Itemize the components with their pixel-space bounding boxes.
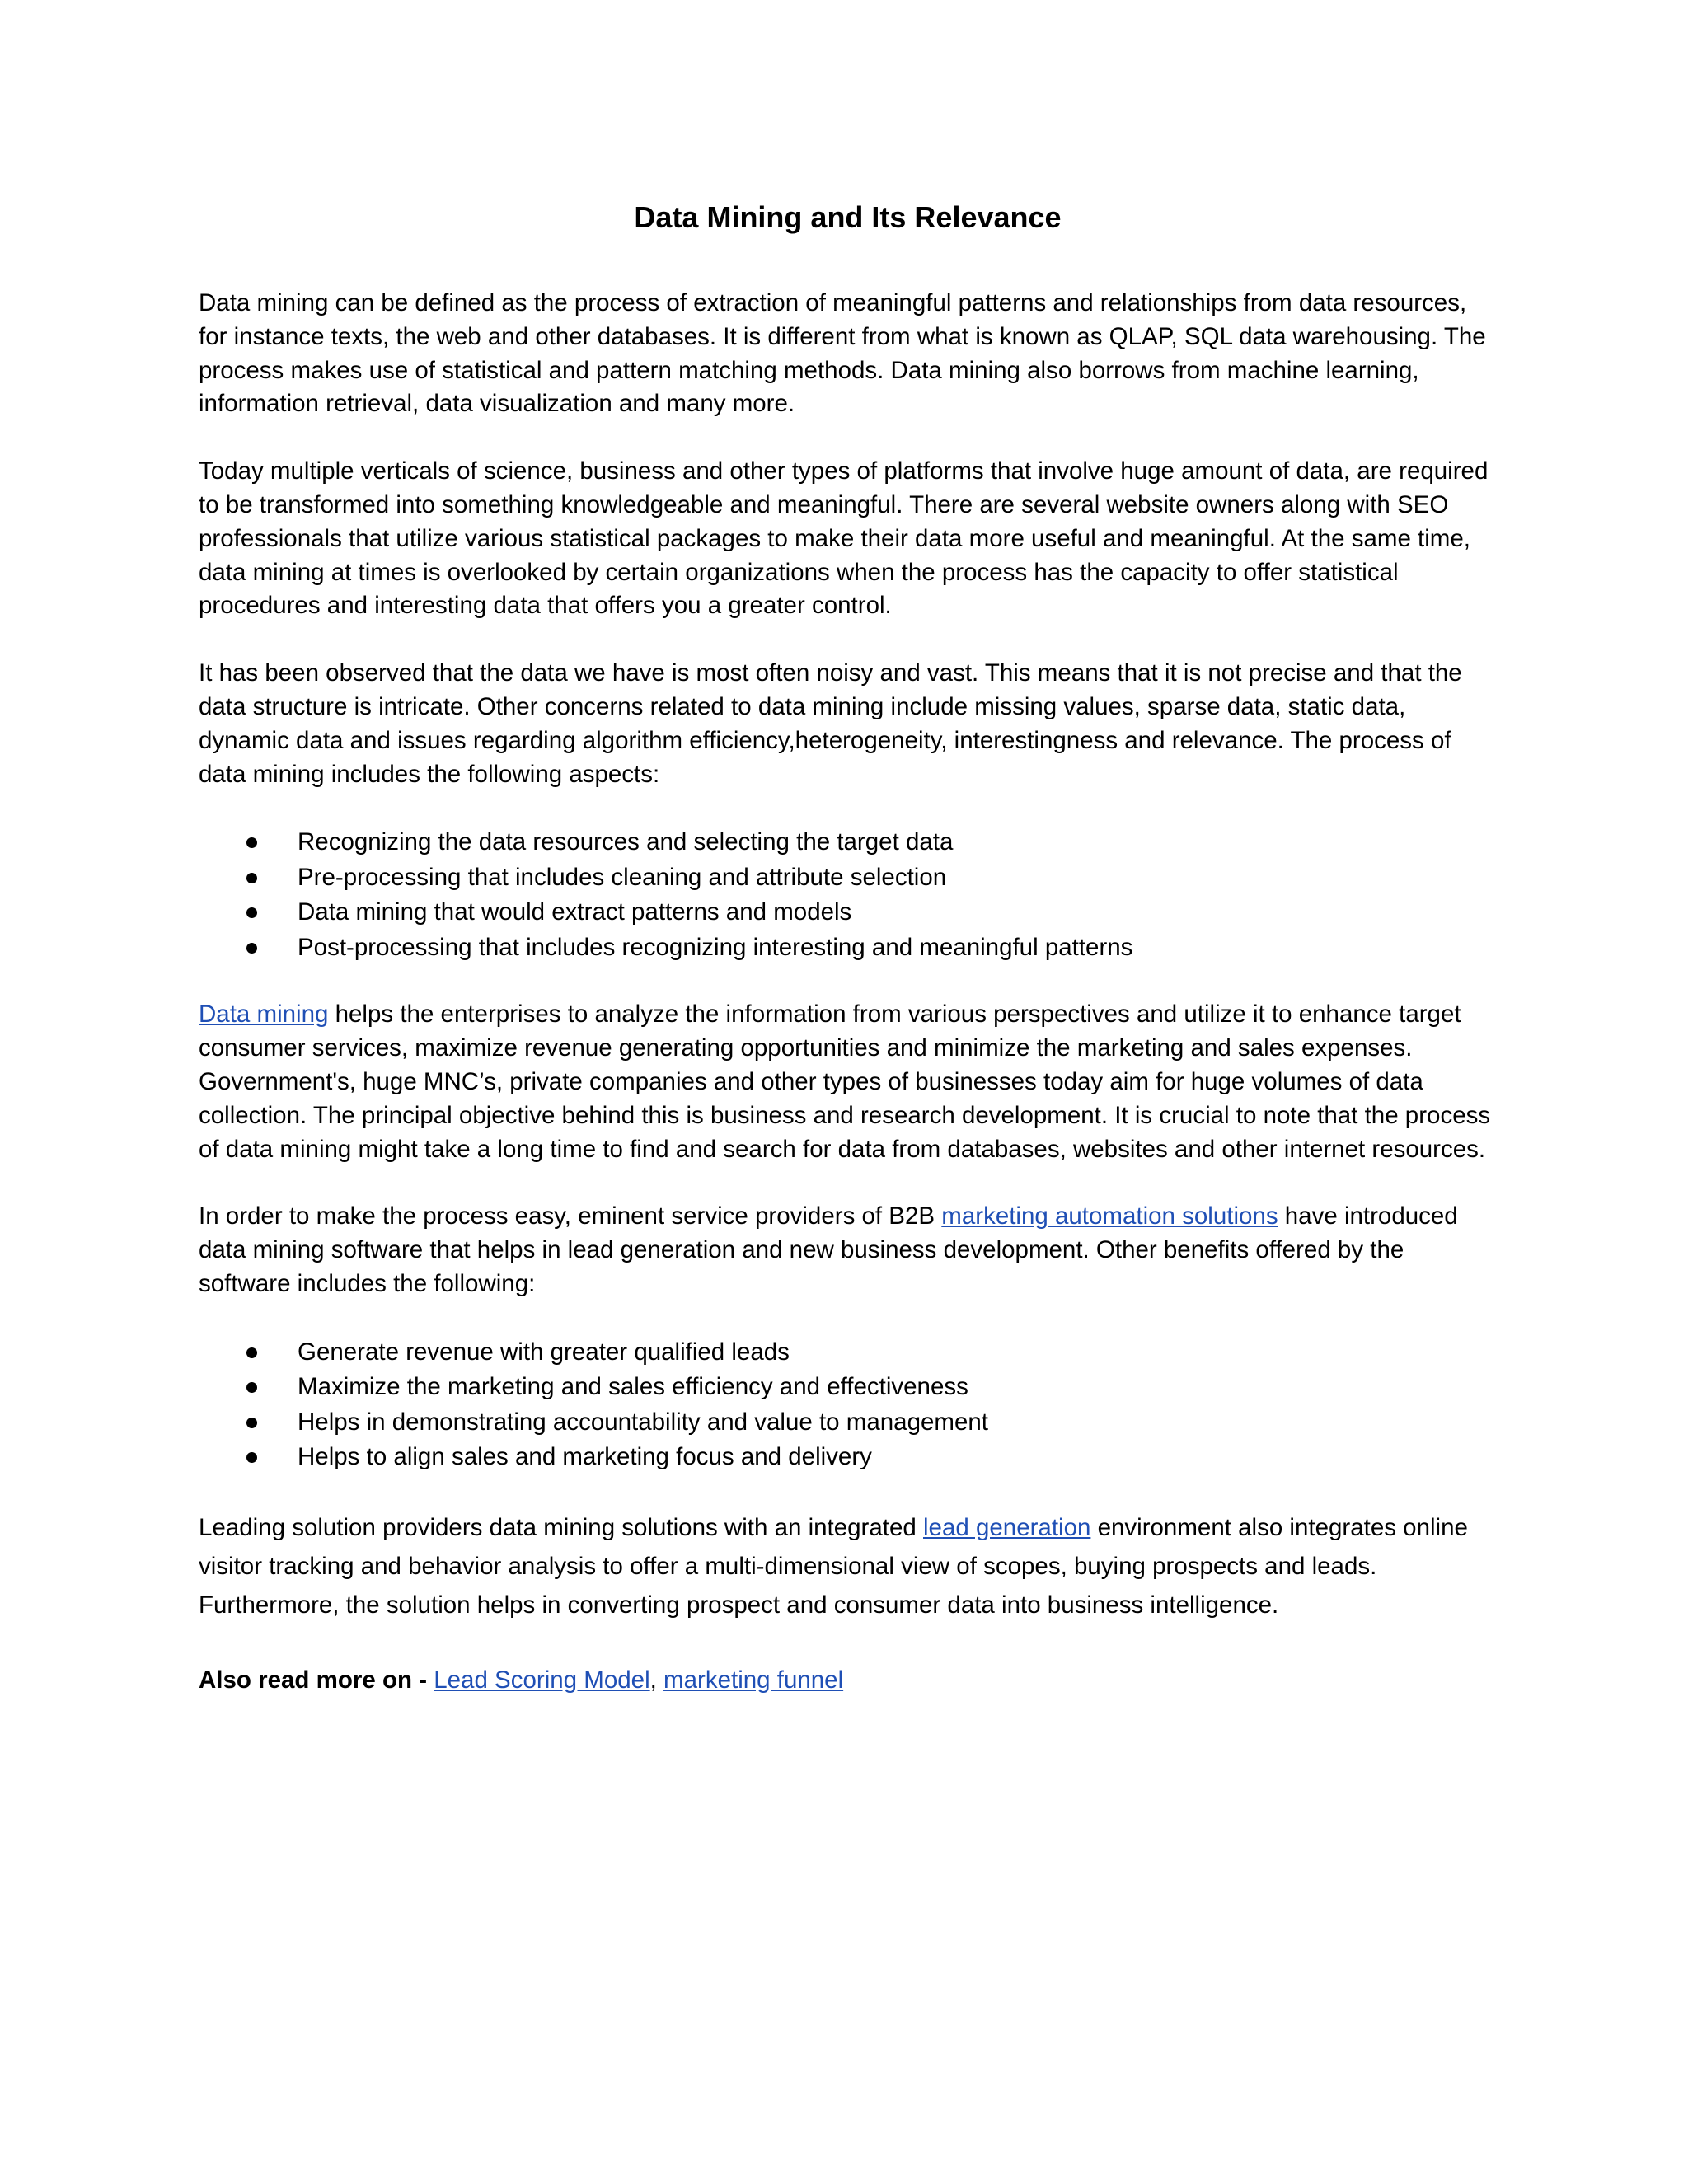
list-item: [199, 1370, 1497, 1405]
paragraph-enterprises: [199, 998, 1497, 1166]
list-item-text: Recognizing the data resources and selecting the target data: [298, 828, 954, 856]
marketing-funnel-link[interactable]: marketing funnel: [663, 1666, 844, 1694]
paragraph-text: environment also integrates online visitor tracking and behavior analysis to offer a multi-dimensional view of scopes, buying prospects and leads. Furthermore, the solution helps in converting prospect and consumer data into business intelligence.: [199, 1513, 1468, 1619]
bullet-icon: [246, 1347, 257, 1358]
also-read-more: [199, 1664, 1497, 1698]
marketing-automation-link[interactable]: marketing automation solutions: [941, 1202, 1278, 1230]
paragraph-text: In order to make the process easy, eminent service providers of B2B: [199, 1202, 942, 1230]
paragraph-text: Leading solution providers data mining solutions with an integrated: [199, 1513, 923, 1541]
list-item-text: Helps in demonstrating accountability and value to management: [298, 1408, 988, 1436]
list-item-text: Post-processing that includes recognizing interesting and meaningful patterns: [298, 933, 1133, 961]
bullet-icon: [246, 1418, 257, 1428]
lead-generation-link[interactable]: lead generation: [923, 1513, 1091, 1541]
paragraph-b2b: [199, 1200, 1497, 1301]
paragraph-observations: It has been observed that the data we have is most often noisy and vast. This means that it is not precise and that the data structure is intricate. Other concerns related to data mining include missing values, sparse data, static data, dynamic data and issues regarding algorithm efficiency,heterogeneity, interestingness and relevance. The process of data mining includes the following aspects:: [199, 659, 1462, 788]
paragraph-text: have introduced data mining software that helps in lead generation and new business development. Other benefits offered by the software includes the following:: [199, 1202, 1458, 1297]
bullet-icon: [246, 1452, 257, 1463]
bullet-icon: [246, 837, 257, 848]
list-item-text: Generate revenue with greater qualified leads: [298, 1338, 790, 1366]
list-item: [199, 1440, 1497, 1475]
list-item-text: Maximize the marketing and sales efficiency and effectiveness: [298, 1373, 968, 1401]
document-title: Data Mining and Its Relevance: [634, 200, 1062, 234]
list-item: [199, 825, 1497, 860]
benefits-list: [199, 1335, 1497, 1475]
list-item: [199, 1405, 1497, 1441]
bullet-icon: [246, 1382, 257, 1393]
list-item: [199, 930, 1497, 966]
paragraph-leading-solution: [199, 1508, 1497, 1624]
list-item: [199, 860, 1497, 896]
data-mining-link[interactable]: Data mining: [199, 1001, 329, 1029]
list-item-text: Helps to align sales and marketing focus and delivery: [298, 1443, 872, 1471]
bullet-icon: [246, 907, 257, 918]
list-item: [199, 895, 1497, 930]
list-item-text: Data mining that would extract patterns and models: [298, 898, 852, 926]
lead-scoring-model-link[interactable]: Lead Scoring Model: [434, 1666, 650, 1694]
list-item-text: Pre-processing that includes cleaning and attribute selection: [298, 863, 947, 891]
paragraph-text: helps the enterprises to analyze the information from various perspectives and utilize it to enhance target consumer services, maximize revenue generating opportunities and minimize the marketing and sales expenses. Government's, huge MNC’s, private companies and other types of businesses today aim for huge volumes of data collection. The principal objective behind this is business and research development. It is crucial to note that the process of data mining might take a long time to find and search for data from databases, websites and other internet resources.: [199, 1001, 1491, 1163]
bullet-icon: [246, 943, 257, 954]
process-aspects-list: [199, 825, 1497, 965]
paragraph-definition: Data mining can be defined as the process of extraction of meaningful patterns and relationships from data resources, for instance texts, the web and other databases. It is different from what is known as QLAP, SQL data warehousing. The process makes use of statistical and pattern matching methods. Data mining also borrows from machine learning, information retrieval, data visualization and many more.: [199, 289, 1486, 418]
document-body: [199, 198, 1497, 1732]
paragraph-verticals: Today multiple verticals of science, business and other types of platforms that involve huge amount of data, are required to be transformed into something knowledgeable and meaningful. There are several website owners along with SEO professionals that utilize various statistical packages to make their data more useful and meaningful. At the same time, data mining at times is overlooked by certain organizations when the process has the capacity to offer statistical procedures and interesting data that offers you a greater control.: [199, 457, 1489, 620]
bullet-icon: [246, 873, 257, 883]
link-separator: ,: [649, 1666, 664, 1694]
also-read-label: Also read more on -: [199, 1666, 434, 1694]
list-item: [199, 1335, 1497, 1371]
